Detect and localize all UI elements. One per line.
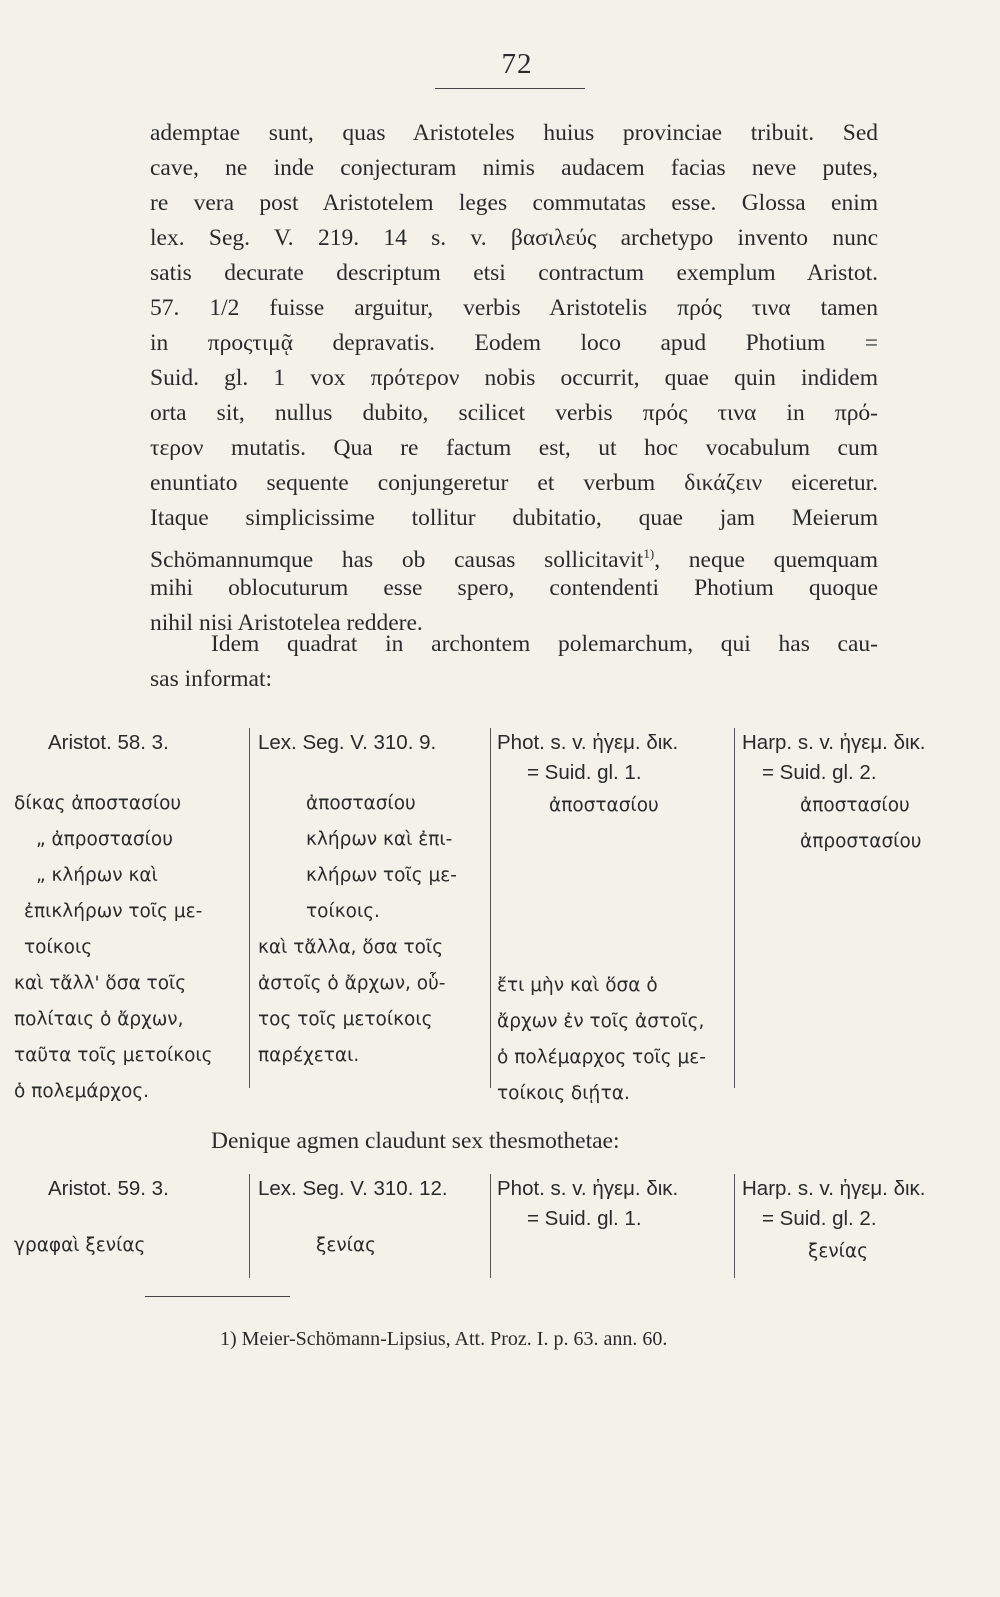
- table-cell: καὶ τἄλλα, ὅσα τοῖς: [258, 937, 444, 958]
- table-cell: ὁ πολέμαρχος τοῖς με-: [497, 1047, 706, 1068]
- table-cell: δίκας ἀποστασίου: [14, 793, 182, 814]
- table-cell: ἀπροστασίου: [800, 831, 922, 852]
- table-cell: τοίκοις διῄτα.: [497, 1083, 630, 1104]
- text-line: Idem quadrat in archontem polemarchum, qui has cau-: [211, 631, 878, 657]
- text-line: τερον mutatis. Qua re factum est, ut hoc vocabulum cum: [150, 435, 878, 461]
- text-line: Itaque simplicissime tollitur dubitatio, quae jam Meierum: [150, 505, 878, 531]
- footnote-ref: 1): [643, 546, 655, 561]
- table-cell: κλήρων καὶ ἐπι-: [306, 829, 453, 850]
- table-cell: καὶ τἄλλ' ὅσα τοῖς: [14, 973, 187, 994]
- table-cell: κλήρων τοῖς με-: [306, 865, 457, 886]
- text-line: cave, ne inde conjecturam nimis audacem facias neve putes,: [150, 155, 878, 181]
- table-cell: „ ἀπροστασίου: [36, 829, 173, 850]
- table-cell: ἀποστασίου: [549, 795, 659, 816]
- text-line: Denique agmen claudunt sex thesmothetae:: [211, 1128, 620, 1154]
- footnote-rule: [145, 1296, 290, 1297]
- column-divider: [734, 728, 735, 1088]
- table-column-harpocration: [742, 1174, 992, 1270]
- table-cell: ἐπικλήρων τοῖς με-: [24, 901, 203, 922]
- text-fragment: Schömannumque has ob causas sollicitavit: [150, 547, 644, 573]
- column-header: Aristot. 58. 3.: [48, 731, 169, 754]
- paragraph-2: [150, 627, 878, 697]
- table-cell: ξενίας: [316, 1235, 376, 1256]
- text-line: ademptae sunt, quas Aristoteles huius provinciae tribuit. Sed: [150, 120, 878, 146]
- column-header: = Suid. gl. 2.: [762, 1207, 877, 1230]
- text-line: orta sit, nullus dubito, scilicet verbis πρός τινα in πρό-: [150, 400, 878, 426]
- text-line: in προςτιμᾷ depravatis. Eodem loco apud Photium =: [150, 330, 878, 356]
- table-cell: ταῦτα τοῖς μετοίκοις: [14, 1045, 213, 1066]
- table-cell: τοίκοις.: [306, 901, 380, 922]
- table-cell: ἀποστασίου: [800, 795, 910, 816]
- table-cell: ἄρχων ἐν τοῖς ἀστοῖς,: [497, 1011, 705, 1032]
- column-divider: [734, 1174, 735, 1278]
- table-cell: ξενίας: [808, 1241, 868, 1262]
- text-line-with-footnote: [150, 536, 878, 571]
- column-header: Lex. Seg. V. 310. 12.: [258, 1177, 448, 1200]
- table-cell: τοίκοις: [24, 937, 93, 958]
- table-column-aristot: [14, 728, 248, 1110]
- text-line: nihil nisi Aristotelea reddere.: [150, 610, 423, 636]
- column-header: = Suid. gl. 1.: [527, 1207, 642, 1230]
- text-fragment: , neque quemquam: [654, 547, 878, 573]
- column-divider: [249, 728, 250, 1088]
- column-header: Harp. s. v. ἡγεμ. δικ.: [742, 1177, 926, 1200]
- text-line: re vera post Aristotelem leges commutatas esse. Glossa enim: [150, 190, 878, 216]
- table-cell: πολίταις ὁ ἄρχων,: [14, 1009, 184, 1030]
- text-line: lex. Seg. V. 219. 14 s. v. βασιλεύς archetypo invento nunc: [150, 225, 878, 251]
- table-column-photius: [497, 728, 733, 1112]
- table-cell: ὁ πολεμάρχος.: [14, 1081, 150, 1102]
- table-column-lex-seg: [258, 1174, 488, 1264]
- table-column-photius: [497, 1174, 733, 1234]
- table-cell: ἀποστασίου: [306, 793, 416, 814]
- text-line: Suid. gl. 1 vox πρότερον nobis occurrit, quae quin indidem: [150, 365, 878, 391]
- text-line: enuntiato sequente conjungeretur et verbum δικάζειν eiceretur.: [150, 470, 878, 496]
- column-divider: [490, 728, 491, 1088]
- column-header: = Suid. gl. 2.: [762, 761, 877, 784]
- column-header: Lex. Seg. V. 310. 9.: [258, 731, 437, 754]
- text-line: sas informat:: [150, 666, 273, 692]
- column-header: Aristot. 59. 3.: [48, 1177, 169, 1200]
- page-number-rule: [435, 88, 585, 89]
- column-divider: [249, 1174, 250, 1278]
- column-header: Harp. s. v. ἡγεμ. δικ.: [742, 731, 926, 754]
- page-number: 72: [501, 48, 533, 80]
- paragraph-1: [150, 116, 878, 641]
- table-cell: ἀστοῖς ὁ ἄρχων, οὗ-: [258, 973, 446, 994]
- text-line: 57. 1/2 fuisse arguitur, verbis Aristotelis πρός τινα tamen: [150, 295, 878, 321]
- table-column-harpocration: [742, 728, 992, 860]
- text-line: satis decurate descriptum etsi contractum exemplum Aristot.: [150, 260, 878, 286]
- table-column-lex-seg: [258, 728, 488, 1074]
- column-header: = Suid. gl. 1.: [527, 761, 642, 784]
- table-cell: ἔτι μὴν καὶ ὅσα ὁ: [497, 975, 658, 996]
- table-cell: τος τοῖς μετοίκοις: [258, 1009, 433, 1030]
- column-header: Phot. s. v. ἡγεμ. δικ.: [497, 731, 679, 754]
- column-header: Phot. s. v. ἡγεμ. δικ.: [497, 1177, 679, 1200]
- table-cell: „ κλήρων καὶ: [36, 865, 158, 886]
- column-divider: [490, 1174, 491, 1278]
- paragraph-3: [211, 1124, 878, 1159]
- table-cell: γραφαὶ ξενίας: [14, 1235, 146, 1256]
- text-line: mihi oblocuturum esse spero, contendenti Photium quoque: [150, 575, 878, 601]
- table-cell: παρέχεται.: [258, 1045, 360, 1066]
- table-column-aristot: [14, 1174, 248, 1264]
- footnote: 1) Meier-Schömann-Lipsius, Att. Proz. I. p. 63. ann. 60.: [220, 1328, 668, 1350]
